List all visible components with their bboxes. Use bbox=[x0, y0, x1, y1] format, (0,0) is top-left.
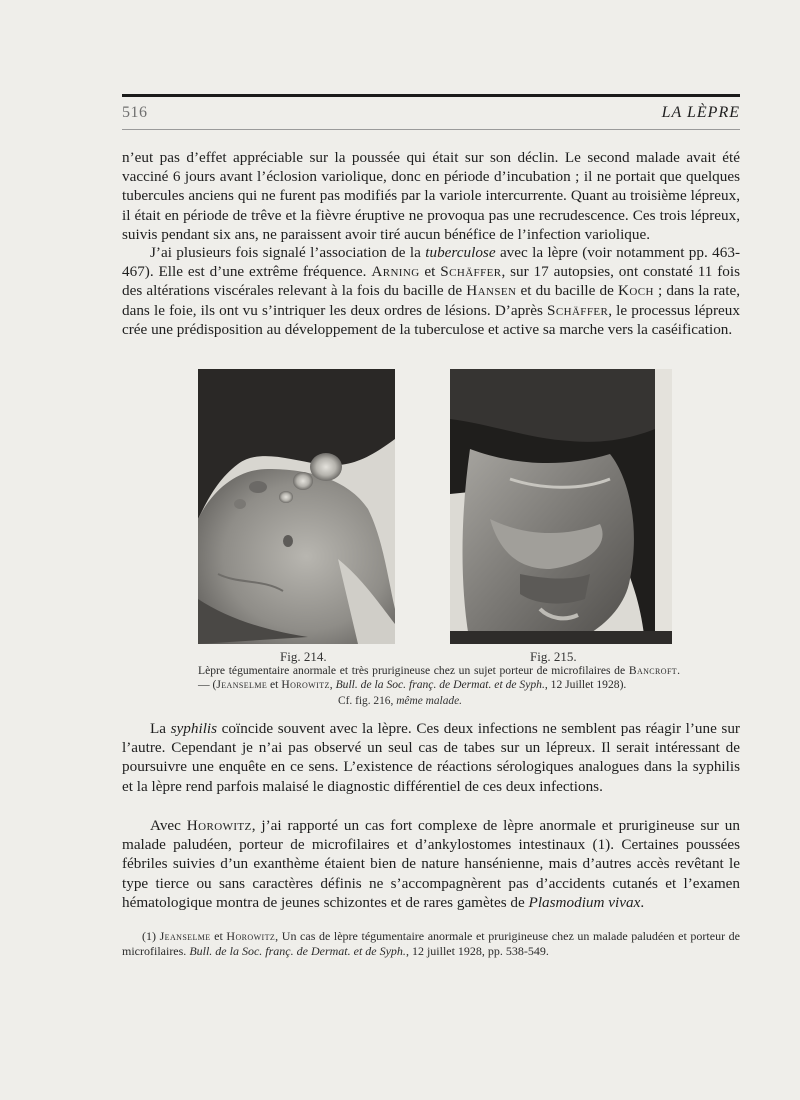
text-run: . bbox=[640, 893, 645, 911]
running-title: LA LÈPRE bbox=[661, 104, 740, 121]
figure-214-label: Fig. 214. bbox=[280, 649, 327, 664]
author-name: Schäffer bbox=[440, 263, 502, 281]
author-name: Koch bbox=[618, 282, 654, 300]
author-name: Horowitz bbox=[186, 817, 252, 834]
author-name: Arning bbox=[371, 263, 420, 281]
author-name: Hansen bbox=[466, 282, 517, 300]
footnote-number: (1) bbox=[142, 929, 160, 943]
footnote bbox=[122, 929, 740, 959]
text-run: J’ai plusieurs fois signalé l’association de la bbox=[150, 244, 426, 261]
figure-215-label: Fig. 215. bbox=[530, 649, 577, 664]
text-run: et du bacille de bbox=[516, 282, 619, 300]
paragraph-text: n’eut pas d’effet appréciable sur la poussée qui était sur son déclin. Le second malade avait été vacciné 6 jours avant l’éclosion variolique, donc en période d’incubation ; il ne portait que quelques tubercules anciens qui ne furent pas modifiés par la variole intercurrente. Quant au troisième lépreux, il était en période de trêve et la fièvre éruptive ne provoqua pas une recrudescence. Ces trois lépreux, suivis pendant six ans, ne paraissent avoir tiré aucun bénéfice de l’infection variolique. bbox=[122, 149, 740, 243]
text-run: Avec bbox=[150, 817, 187, 834]
figure-215-photo bbox=[450, 369, 672, 644]
text-run: avec la lèpre (voir notamment pp. 463-467). Elle est d’une extrême fréquence. bbox=[122, 244, 740, 281]
page-header bbox=[122, 104, 740, 126]
figure-caption bbox=[198, 664, 680, 693]
text-run: , sur 17 autopsies, ont constaté 11 fois des altérations viscérales relevant à la fois du bacille de bbox=[122, 263, 741, 300]
term-syphilis: syphilis bbox=[170, 720, 218, 737]
top-rule bbox=[122, 94, 740, 97]
term-plasmodium: Plasmodium vivax bbox=[528, 893, 641, 911]
author-name: Schäffer bbox=[547, 301, 609, 319]
journal-title: Bull. de la Soc. franç. de Dermat. et de Syph. bbox=[335, 678, 545, 692]
caption-text: , bbox=[329, 678, 336, 692]
text-run: , le processus lépreux crée une prédisposition au développement de la tuberculose et active sa marche vers la caséification. bbox=[122, 301, 740, 338]
figure-214-photo bbox=[198, 369, 395, 644]
page-number: 516 bbox=[122, 104, 148, 121]
author-name: Jeanselme bbox=[159, 929, 211, 943]
caption-text: , 12 Juillet 1928). bbox=[544, 678, 627, 692]
text-run: ; dans la rate, dans le foie, ils ont vu s’intriquer les deux ordres de lésions. D’après bbox=[122, 282, 741, 319]
header-rule bbox=[122, 129, 740, 130]
paragraph-horowitz bbox=[122, 816, 740, 912]
term-tuberculose: tuberculose bbox=[425, 244, 496, 261]
footnote-text: , 12 juillet 1928, pp. 538-549. bbox=[405, 944, 549, 958]
figure-cross-reference bbox=[0, 695, 800, 707]
paragraph-tuberculose bbox=[122, 243, 740, 339]
cf-emphasis: même malade. bbox=[396, 695, 462, 707]
text-run: et bbox=[419, 263, 441, 281]
footnote-text: et bbox=[210, 929, 227, 943]
footnote-text: , Un cas de lèpre tégumentaire anormale et prurigineuse chez un malade paludéen et porteur de microfilaires. bbox=[122, 929, 741, 958]
paragraph-variole bbox=[122, 148, 740, 244]
author-name: Horowitz bbox=[281, 678, 330, 692]
cf-text: Cf. fig. 216, bbox=[337, 695, 397, 707]
author-name: Bancroft bbox=[628, 664, 678, 677]
caption-text: Lèpre tégumentaire anormale et très prurigineuse chez un sujet porteur de microfilaires de bbox=[198, 664, 629, 677]
text-run: coïncide souvent avec la lèpre. Ces deux infections ne semblent pas réagir l’une sur l’autre. Cependant je n’ai pas observé un seul cas de tabes sur un lépreux. Il serait intéressant de poursuivre une enquête en ce sens. L’existence de réactions sérologiques analogues dans la syphilis et la lèpre rend parfois malaisé le diagnostic différentiel de ces deux infections. bbox=[122, 720, 740, 795]
text-run: , j’ai rapporté un cas fort complexe de lèpre anormale et prurigineuse sur un malade paludéen, porteur de microfilaires et d’ankylostomes intestinaux (1). Certaines poussées fébriles suivies d’un exanthème étaient bien de nature hansénienne, mais d’autres accès revêtant le type tierce ou sans caractères définis ne s’accompagnèrent pas d’accidents cutanés et l’examen hématologique montra de jeunes schizontes et de rares gamètes de bbox=[122, 817, 740, 911]
text-run: La bbox=[150, 720, 171, 737]
caption-text: . — ( bbox=[198, 664, 680, 692]
journal-title: Bull. de la Soc. franç. de Dermat. et de Syph. bbox=[189, 944, 406, 958]
author-name: Jeanselme bbox=[216, 678, 268, 692]
caption-text: et bbox=[267, 678, 282, 692]
paragraph-syphilis bbox=[122, 719, 740, 796]
author-name: Horowitz bbox=[226, 929, 276, 943]
